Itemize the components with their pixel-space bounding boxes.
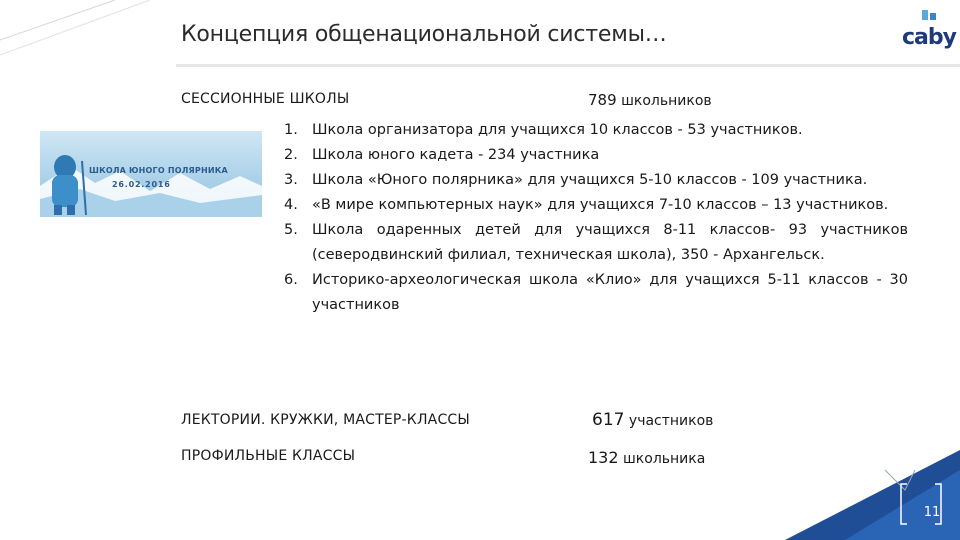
page-number: 11 [923,505,941,520]
list-item: 2. Школа юного кадета - 234 участника [284,147,600,163]
lectures-unit: участников [628,413,714,429]
sessions-count: 789 [588,91,617,109]
corner-decoration-top-left [0,0,175,62]
sessions-label: СЕССИОННЫЕ ШКОЛЫ [181,91,350,107]
list-item: 1. Школа организатора для учащихся 10 классов - 53 участников. [284,122,803,138]
title-underline [176,64,960,67]
lectures-label: ЛЕКТОРИИ. КРУЖКИ, МАСТЕР-КЛАССЫ [181,412,470,428]
list-item: 5. Школа одаренных детей для учащихся 8-11 классов- 93 участников (северодвинский филиал, техническая школа), 350 - Архангельск. [284,222,908,263]
sessions-stat [588,91,712,109]
profile-label: ПРОФИЛЬНЫЕ КЛАССЫ [181,448,356,464]
lectures-stat [592,410,713,430]
list-item: 6. Историко-археологическая школа «Клио» для учащихся 5-11 классов - 30 участников [284,272,908,313]
profile-unit: школьника [623,451,706,467]
corner-decoration-bottom-right [785,450,960,540]
banner-caption: ШКОЛА ЮНОГО ПОЛЯРНИКА [89,166,228,175]
list-item: 4. «В мире компьютерных наук» для учащихся 7-10 классов – 13 участников. [284,197,889,213]
sessions-unit: школьников [621,93,712,109]
logo-text: caby [902,25,956,50]
profile-count: 132 [588,448,619,467]
slide-title: Концепция общенациональной системы… [181,22,667,47]
lectures-count: 617 [592,410,625,430]
schools-list [284,118,908,318]
list-item: 3. Школа «Юного полярника» для учащихся 5-10 классов - 109 участника. [284,172,868,188]
banner-date: 26.02.2016 [112,180,171,189]
profile-stat [588,448,705,467]
